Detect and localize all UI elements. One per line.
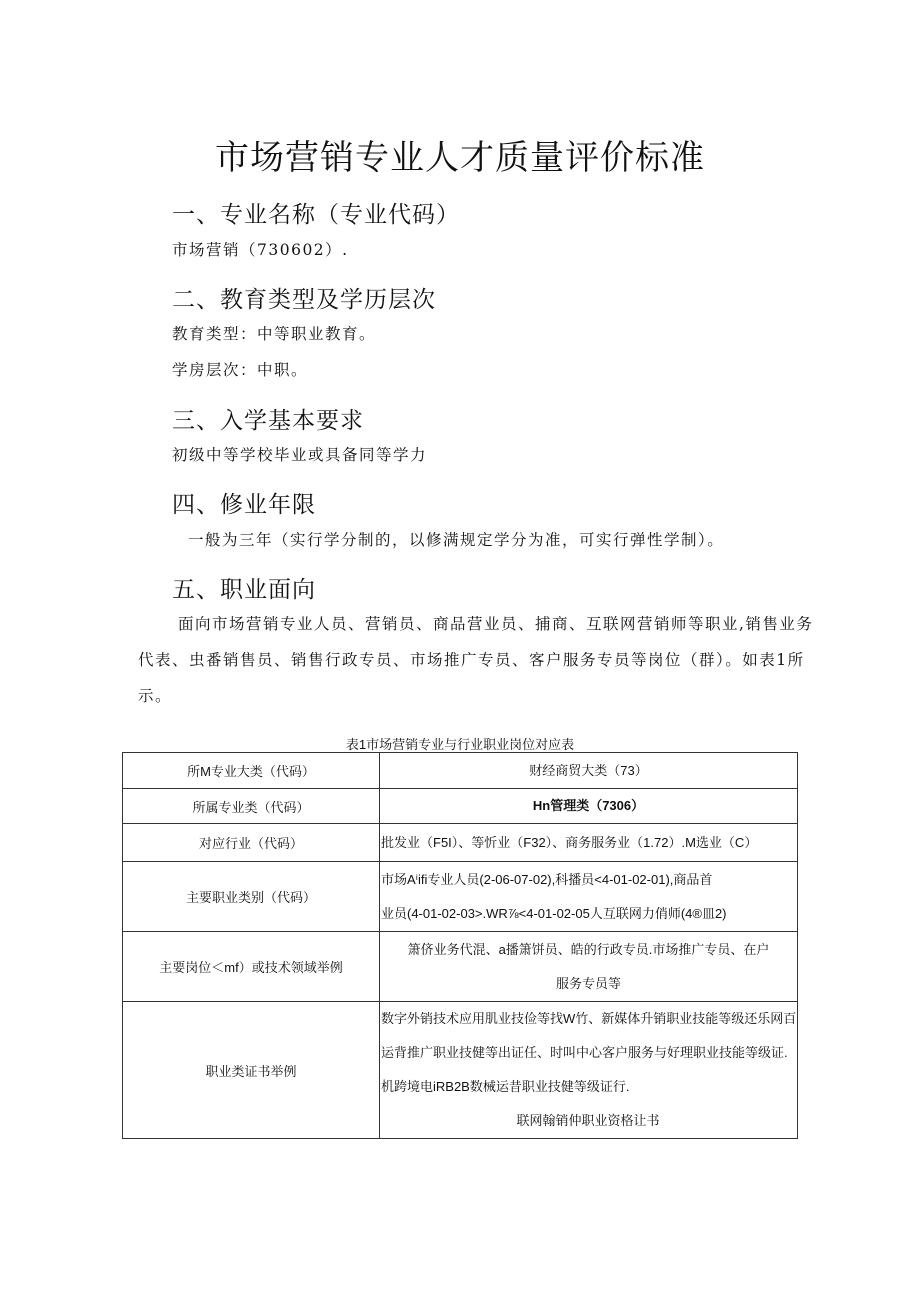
- table-row: [123, 753, 798, 789]
- table-row: [123, 932, 798, 1002]
- table-cell-line: 箫侪业务代混、a播箫饼员、皓的行政专员.市场推广专员、在户: [407, 941, 770, 957]
- table-cell-line: 数字外销技术应用肌业技俭等找W竹、新媒体升销职业技能等级还乐网百: [381, 1011, 797, 1026]
- table-row-label: 所属专业类（代码）: [123, 789, 380, 824]
- table-row: [123, 824, 798, 862]
- table-row-value: [380, 862, 798, 932]
- table-cell-line: 联网翰销仲职业资格让书: [516, 1113, 660, 1128]
- table-caption: 表1市场营销专业与行业职业岗位对应表: [345, 737, 575, 752]
- table-cell-line: 市场Aⁱifi专业人员(2-06-07-02),科播员<4-01-02-01),商品首: [381, 871, 713, 887]
- table-cell-line: 业员(4-01-02-03>.WR⅞<4-01-02-05人互联网力俏师(4®皿2): [381, 905, 727, 921]
- table-row-value: [380, 753, 798, 789]
- section-2-education-level: 学房层次：中职。: [172, 361, 309, 379]
- section-4-heading: 四、修业年限: [172, 492, 316, 518]
- table-cell-line: 财经商贸大类（73）: [529, 762, 648, 778]
- job-correspondence-table: [122, 752, 798, 1139]
- section-3-heading: 三、入学基本要求: [172, 408, 364, 434]
- table-cell-line: 机跨境电iRB2B数械运昔职业技健等级证行.: [381, 1079, 630, 1094]
- table-row-label: 主要岗位＜mf）或技术领域举例: [123, 932, 380, 1002]
- section-3-content: 初级中等学校毕业或具备同等学力: [172, 446, 428, 464]
- table-cell-line: 服务专员等: [555, 975, 621, 991]
- section-5-heading: 五、职业面向: [172, 577, 316, 603]
- section-1-heading: 一、专业名称（专业代码）: [172, 202, 460, 228]
- table-row: [123, 1002, 798, 1139]
- table-row-value: [380, 1002, 798, 1139]
- table-row-value: [380, 932, 798, 1002]
- table-row-label: 对应行业（代码）: [123, 824, 380, 862]
- table-row-value: [380, 824, 798, 862]
- section-5-content: 面向市场营销专业人员、营销员、商品营业员、捕商、互联网营销师等职业,销售业务代表、虫番销售员、销售行政专员、市场推广专员、客户服务专员等岗位（群）。如表1所示。: [138, 615, 814, 705]
- table-row-label: 主要职业类别（代码）: [123, 862, 380, 932]
- section-4-content: 一般为三年（实行学分制的，以修满规定学分为准，可实行弹性学制）。: [188, 531, 725, 549]
- table-cell-line: Hn管理类（7306）: [532, 798, 645, 813]
- table-row: [123, 862, 798, 932]
- document-title: 市场营销专业人才质量评价标准: [215, 138, 705, 178]
- table-cell-line: 批发业（F5I）、等忻业（F32）、商务服务业（1.72）.M选业（C）: [381, 834, 758, 850]
- section-2-education-type: 教育类型：中等职业教育。: [172, 325, 377, 343]
- table-row-value: [380, 789, 798, 824]
- table-cell-line: 运背推广职业技健等出证任、时叫中心客户服务与好理职业技能等级证.: [381, 1045, 788, 1060]
- table-row: [123, 789, 798, 824]
- table-row-label: 所M专业大类（代码）: [123, 753, 380, 789]
- table-row-label: 职业类证书举例: [123, 1002, 380, 1139]
- section-2-heading: 二、教育类型及学历层次: [172, 287, 436, 313]
- section-1-content: 市场营销（730602）.: [172, 241, 349, 259]
